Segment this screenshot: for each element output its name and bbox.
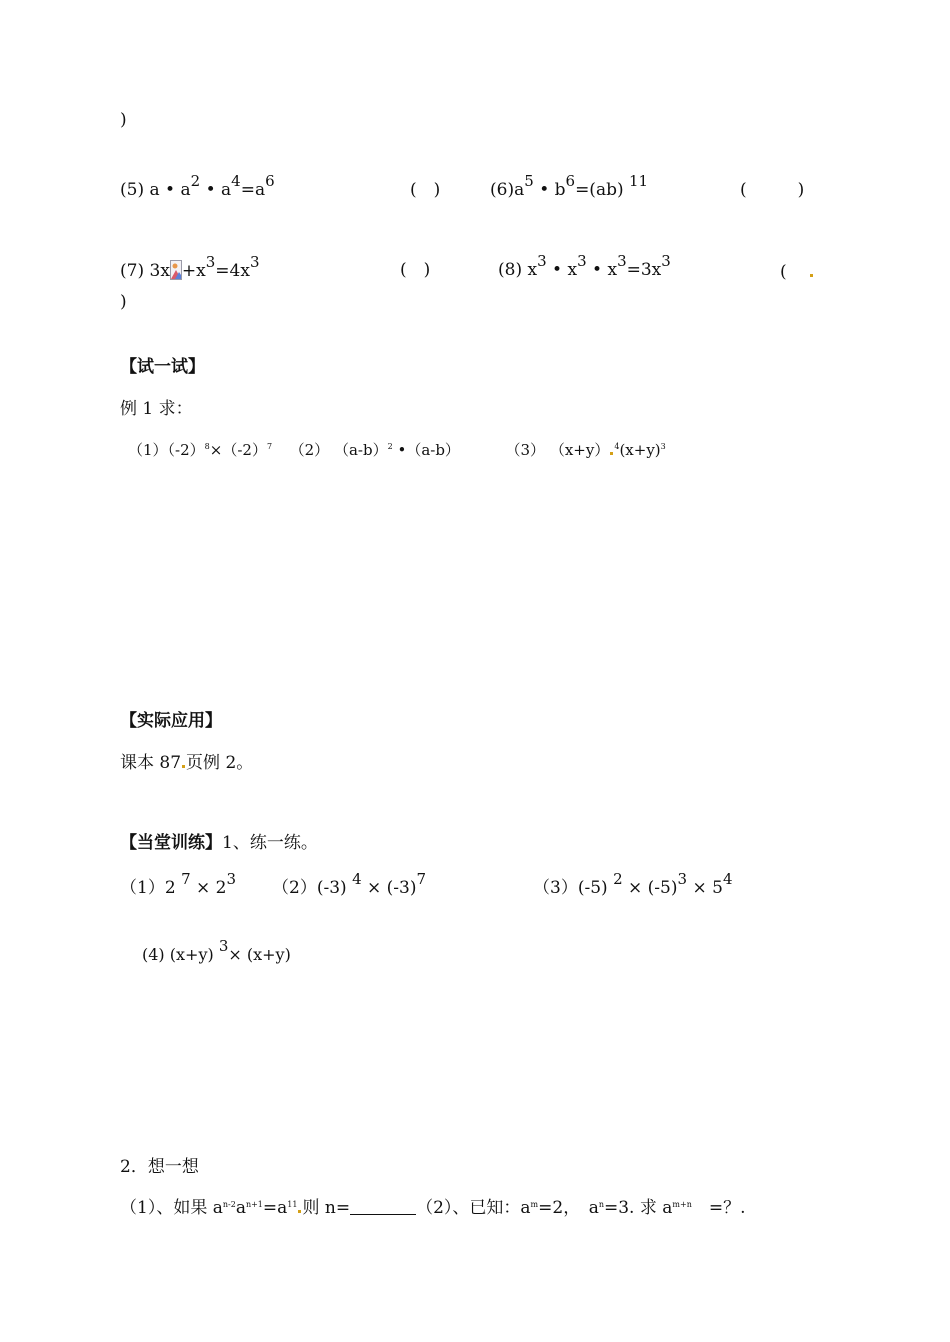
exponent: 4 bbox=[614, 442, 620, 451]
example-label: 例 1 求： bbox=[120, 399, 193, 419]
times-operator: × bbox=[209, 441, 223, 459]
term: (x+y) bbox=[169, 945, 214, 964]
item-number: （2） bbox=[289, 441, 330, 459]
exponent: 2 bbox=[613, 870, 623, 888]
exponent: 3 bbox=[218, 937, 229, 955]
term: 2 bbox=[164, 878, 176, 898]
section-heading-try: 【试一试】 bbox=[120, 357, 205, 377]
paren-close-top: ) bbox=[120, 110, 127, 130]
item-number: （1） bbox=[120, 878, 165, 898]
exponent: 3 bbox=[660, 442, 666, 451]
term: (x+y) bbox=[619, 441, 661, 459]
practice-subtitle: 1、练一练。 bbox=[222, 833, 318, 853]
section-heading-practice: 【当堂训练】 bbox=[120, 833, 222, 853]
apply-text-b: 页例 2。 bbox=[186, 753, 254, 773]
example-problems bbox=[128, 440, 666, 460]
item-number: (6) bbox=[490, 180, 515, 200]
equals-term: =4x bbox=[215, 261, 250, 281]
term: （a-b） bbox=[406, 441, 460, 459]
answer-paren-5[interactable]: ( ) bbox=[410, 180, 441, 200]
exponent: n bbox=[598, 1200, 604, 1209]
exponent: 5 bbox=[524, 172, 534, 190]
think-q1-then: 则 n= bbox=[302, 1198, 351, 1218]
exponent: m bbox=[530, 1200, 539, 1209]
exponent: 7 bbox=[266, 442, 273, 451]
judge-item-5 bbox=[120, 172, 275, 200]
exponent: m+n bbox=[672, 1200, 692, 1209]
exponent: 3 bbox=[537, 252, 547, 270]
practice-q2 bbox=[272, 870, 427, 898]
section-heading-apply: 【实际应用】 bbox=[120, 711, 222, 731]
term: 2 bbox=[215, 878, 227, 898]
term: (-3) bbox=[316, 878, 347, 898]
answer-paren-7[interactable]: ( ) bbox=[400, 260, 431, 280]
times-operator: × bbox=[367, 878, 382, 898]
exponent: 4 bbox=[231, 172, 241, 190]
exponent: 11 bbox=[287, 1200, 298, 1209]
accent-dot bbox=[610, 452, 613, 455]
item-number: （1） bbox=[128, 441, 168, 459]
exponent: 7 bbox=[416, 870, 427, 888]
exponent: 2 bbox=[190, 172, 201, 190]
exponent: 2 bbox=[387, 442, 393, 451]
exponent: 3 bbox=[205, 253, 216, 271]
apply-text-a: 课本 87 bbox=[120, 753, 182, 773]
exponent: 4 bbox=[722, 870, 733, 888]
think-q2-mid2: =3. 求 a bbox=[604, 1198, 673, 1218]
problem-3 bbox=[506, 441, 666, 459]
dot-operator: • bbox=[539, 180, 550, 200]
answer-paren-8-open[interactable] bbox=[780, 262, 814, 282]
term: a bbox=[180, 180, 191, 200]
exponent: 3 bbox=[577, 252, 587, 270]
exponent: n-2 bbox=[222, 1200, 236, 1209]
practice-q1 bbox=[120, 870, 237, 898]
think-title: 2．想一想 bbox=[120, 1157, 199, 1177]
term: (-5) bbox=[647, 878, 678, 898]
term: a bbox=[149, 180, 160, 200]
term: a bbox=[514, 180, 525, 200]
dot-operator: • bbox=[165, 180, 176, 200]
term: (x+y) bbox=[246, 945, 291, 964]
exponent: 4 bbox=[352, 870, 362, 888]
term: a bbox=[221, 180, 232, 200]
term: 5 bbox=[712, 878, 723, 898]
dot-operator: • bbox=[397, 441, 407, 459]
term: （x+y） bbox=[549, 441, 610, 459]
answer-blank[interactable] bbox=[350, 1199, 416, 1215]
apply-text bbox=[120, 753, 253, 773]
problem-2 bbox=[290, 441, 460, 459]
item-number: (5) bbox=[120, 180, 145, 200]
exponent: 3 bbox=[617, 252, 627, 270]
problem-1 bbox=[128, 441, 272, 459]
exponent: 8 bbox=[204, 442, 210, 451]
term: (-3) bbox=[386, 878, 417, 898]
practice-q3 bbox=[533, 870, 733, 898]
item-number: （3） bbox=[505, 441, 546, 459]
term: b bbox=[554, 180, 566, 200]
term: x bbox=[567, 260, 578, 280]
think-q2-end: =？. bbox=[691, 1198, 746, 1218]
answer-paren-6[interactable]: ( ) bbox=[740, 180, 805, 200]
item-number: (7) bbox=[120, 261, 145, 281]
times-operator: × bbox=[628, 878, 643, 898]
times-operator: × bbox=[692, 878, 707, 898]
equals-term: =3x bbox=[626, 260, 662, 280]
term: a bbox=[235, 1198, 246, 1218]
item-number: (8) bbox=[498, 260, 523, 280]
term: x bbox=[527, 260, 538, 280]
exponent: n+1 bbox=[245, 1200, 263, 1209]
exponent: 11 bbox=[629, 172, 649, 190]
judge-item-8 bbox=[498, 252, 671, 280]
times-operator: × bbox=[196, 878, 211, 898]
practice-q4 bbox=[142, 937, 291, 965]
dot-operator: • bbox=[205, 180, 216, 200]
item-number: （2） bbox=[272, 878, 317, 898]
think-q1-text: （1）、如果 a bbox=[120, 1198, 223, 1218]
item-number: (4) bbox=[142, 945, 165, 964]
exponent: 3 bbox=[226, 870, 237, 888]
term: （-2） bbox=[167, 441, 205, 459]
think-q2-mid: =2， a bbox=[538, 1198, 599, 1218]
paren-open: ( bbox=[780, 262, 787, 282]
term: x bbox=[607, 260, 618, 280]
times-operator: × bbox=[228, 945, 242, 964]
exponent: 6 bbox=[565, 172, 576, 190]
term: （a-b） bbox=[333, 441, 388, 459]
dot-operator: • bbox=[592, 260, 603, 280]
think-questions bbox=[120, 1198, 746, 1218]
term: 3x bbox=[149, 261, 170, 281]
think-q2-text: （2）、已知：a bbox=[416, 1198, 531, 1218]
judge-item-7 bbox=[120, 253, 260, 281]
accent-dot bbox=[810, 274, 813, 277]
exponent: 3 bbox=[249, 253, 260, 271]
item-number: （3） bbox=[533, 878, 578, 898]
broken-image-icon bbox=[170, 260, 182, 280]
term: （-2） bbox=[222, 441, 267, 459]
answer-paren-8-close: ) bbox=[120, 292, 127, 312]
equals-term: =a bbox=[262, 1198, 288, 1218]
dot-operator: • bbox=[552, 260, 563, 280]
exponent: 6 bbox=[265, 172, 275, 190]
equals-term: =(ab) bbox=[575, 180, 624, 200]
exponent: 3 bbox=[677, 870, 688, 888]
practice-title bbox=[120, 833, 318, 853]
equals-term: =a bbox=[240, 180, 266, 200]
term: +x bbox=[181, 261, 206, 281]
accent-dot bbox=[182, 765, 185, 768]
exponent: 3 bbox=[661, 252, 671, 270]
judge-item-6 bbox=[490, 172, 649, 200]
exponent: 7 bbox=[181, 870, 191, 888]
term: (-5) bbox=[577, 878, 608, 898]
